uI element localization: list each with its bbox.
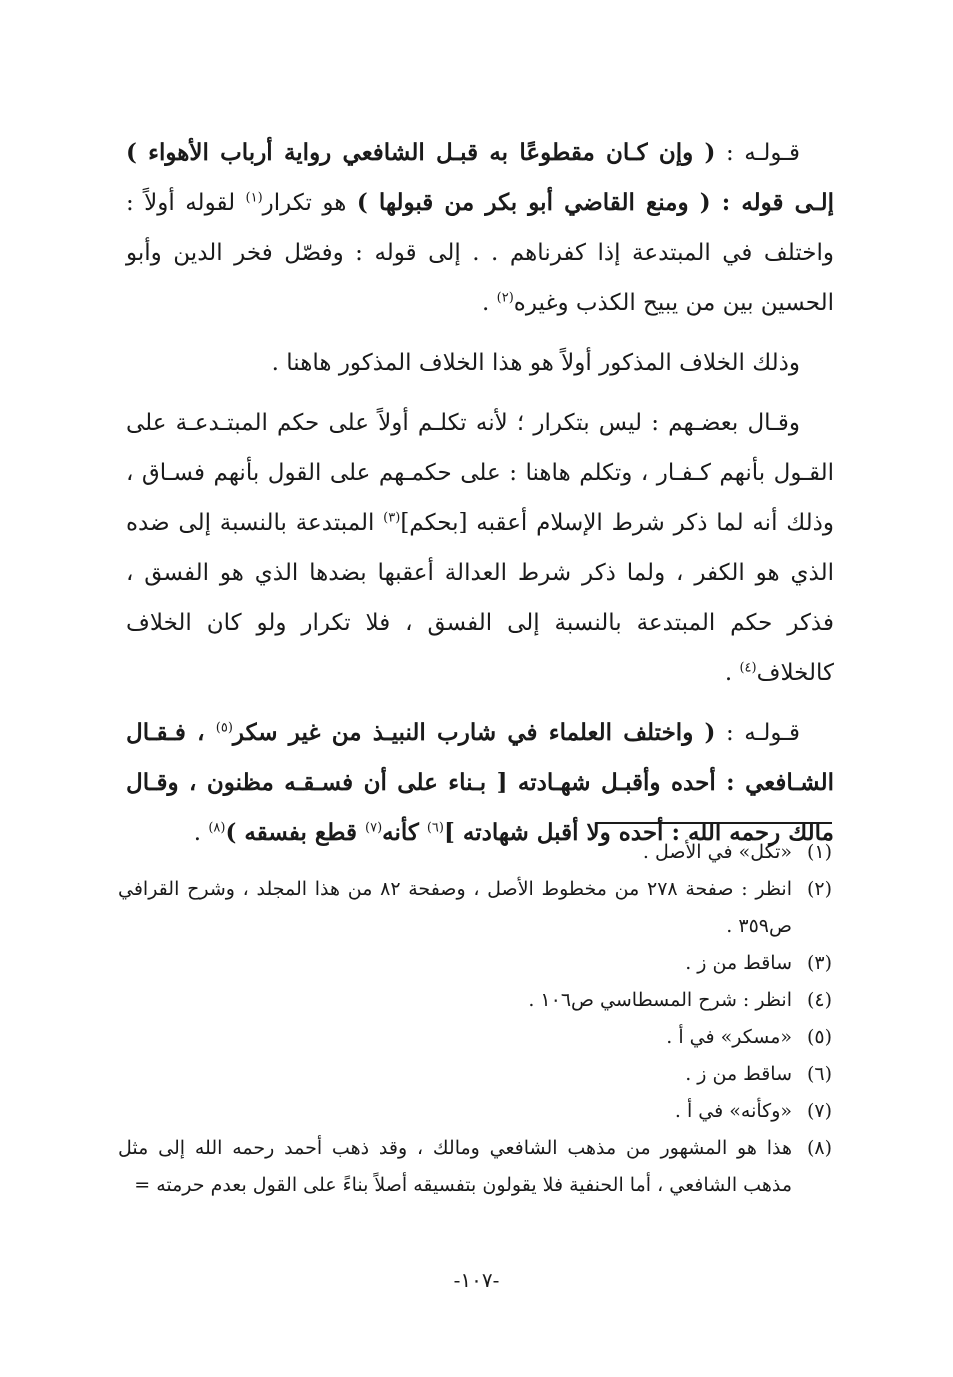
footnote-number: (٧): [806, 1100, 832, 1122]
paragraph-3-text-b: المبتدعة بالنسبة إلى ضده الذي هو الكفر ، ولما ذكر شرط العدالة أعقبها بضدها الذي هو الفسق ، فذكر حكم المبتدعة بالنسبة إلى الفسق ، فلا تكرار ولو كان الخلاف كالخلاف: [126, 510, 835, 686]
footnote-number: (٥): [806, 1026, 832, 1048]
paragraph-4-end: .: [193, 820, 209, 846]
footnote-ref-5: (٥): [215, 720, 233, 736]
paragraph-3: [126, 398, 834, 698]
footnote-2: [118, 871, 832, 945]
footnote-3: [118, 945, 832, 982]
footnote-text: «تكل» في الأصل .: [642, 841, 792, 863]
footnote-text: انظر : صفحة ٢٧٨ من مخطوط الأصل ، وصفحة ٨٢ من هذا المجلد ، وشرح القرافي ص٣٥٩ .: [118, 878, 792, 937]
paragraph-1-text-b: لقوله أولاً : واختلف في المبتدعة إذا كفرناهم . . إلى قوله : وفصّل فخر الدين وأبو الحسين بين من يبيح الكذب وغيره: [126, 190, 834, 316]
footnote-text: انظر : شرح المسطاسي ص١٠٦ .: [528, 989, 792, 1011]
paragraph-2-text: وذلك الخلاف المذكور أولاً هو هذا الخلاف المذكور هاهنا .: [271, 350, 800, 376]
footnote-ref-8: (٨): [208, 820, 226, 836]
paragraph-4-lead: قـولـه :: [715, 720, 800, 746]
footnote-ref-7: (٧): [365, 820, 383, 836]
footnote-text: هذا هو المشهور من مذهب الشافعي ومالك ، وقد ذهب أحمد رحمه الله إلى مثل مذهب الشافعي ، أما الحنفية فلا يقولون بتفسيقه أصلاً بناءً على القول بعدم حرمته =: [118, 1137, 792, 1196]
footnote-ref-4: (٤): [739, 660, 757, 676]
paragraph-1-lead: قـولـه :: [715, 140, 800, 166]
footnote-ref-3: (٣): [383, 510, 401, 526]
paragraph-4-quote-a: ( واختلف العلماء في شارب النبيـذ من غير سكر: [232, 719, 716, 746]
footnote-ref-1: (١): [245, 190, 263, 206]
paragraph-4-quote-b: ، فـقـال الشـافعي : أحده وأقبـل شهـادته [ بـناء على أن فسـقـه مظنون ، وقـال مالك رحمه الله : أحده ولا أقبل شهادته ]: [126, 719, 834, 846]
footnote-7: [118, 1093, 832, 1130]
footnote-text: «مسكر» في أ .: [666, 1026, 792, 1048]
footnote-ref-6: (٦): [426, 820, 444, 836]
footnote-number: (٣): [806, 952, 832, 974]
page-number: -١٠٧-: [453, 1268, 500, 1292]
paragraph-3-text-a: وقـال بعضـهم : ليس بتكرار ؛ لأنه تكلـم أولاً على حكم المبتـدعـة على القـول بأنهم كـفـار ، وتكلم هاهنا : على حكمـهم على القول بأنهم فسـاق ، وذلك أنه لما ذكر شرط الإسلام أعقبه [بحكم]: [126, 410, 834, 536]
paragraph-1-quote: ( وإن كـان مقطوعًا به قبـل الشافعي رواية أرباب الأهواء ) إلـى قوله : ( ومنع القاضي أبو بكر من قبولها ): [126, 139, 834, 216]
footnote-number: (١): [806, 841, 832, 863]
footnotes: [118, 834, 832, 1204]
paragraph-1-text-a: هو تكرار: [262, 190, 357, 216]
footnote-8: [118, 1130, 832, 1204]
paragraph-1-end: .: [482, 290, 497, 316]
footnote-5: [118, 1019, 832, 1056]
paragraph-1: [126, 128, 834, 328]
footnote-divider: [596, 822, 832, 824]
footnote-number: (٦): [806, 1063, 832, 1085]
paragraph-4-quote-d: قطع بفسقه ): [225, 819, 365, 846]
footnote-text: ساقط من ز .: [685, 952, 792, 974]
main-text: [126, 128, 834, 868]
footnote-text: ساقط من ز .: [685, 1063, 792, 1085]
paragraph-3-end: .: [724, 660, 740, 686]
footnote-ref-2: (٢): [496, 290, 514, 306]
footnote-number: (٤): [806, 989, 832, 1011]
footnote-4: [118, 982, 832, 1019]
footnote-1: [118, 834, 832, 871]
paragraph-2: [126, 338, 834, 388]
footnote-number: (٨): [806, 1137, 832, 1159]
footnote-6: [118, 1056, 832, 1093]
footnote-text: «وكأنه» في أ .: [674, 1100, 792, 1122]
footnote-number: (٢): [806, 878, 832, 900]
paragraph-4-quote-c: كأنه: [382, 819, 427, 846]
